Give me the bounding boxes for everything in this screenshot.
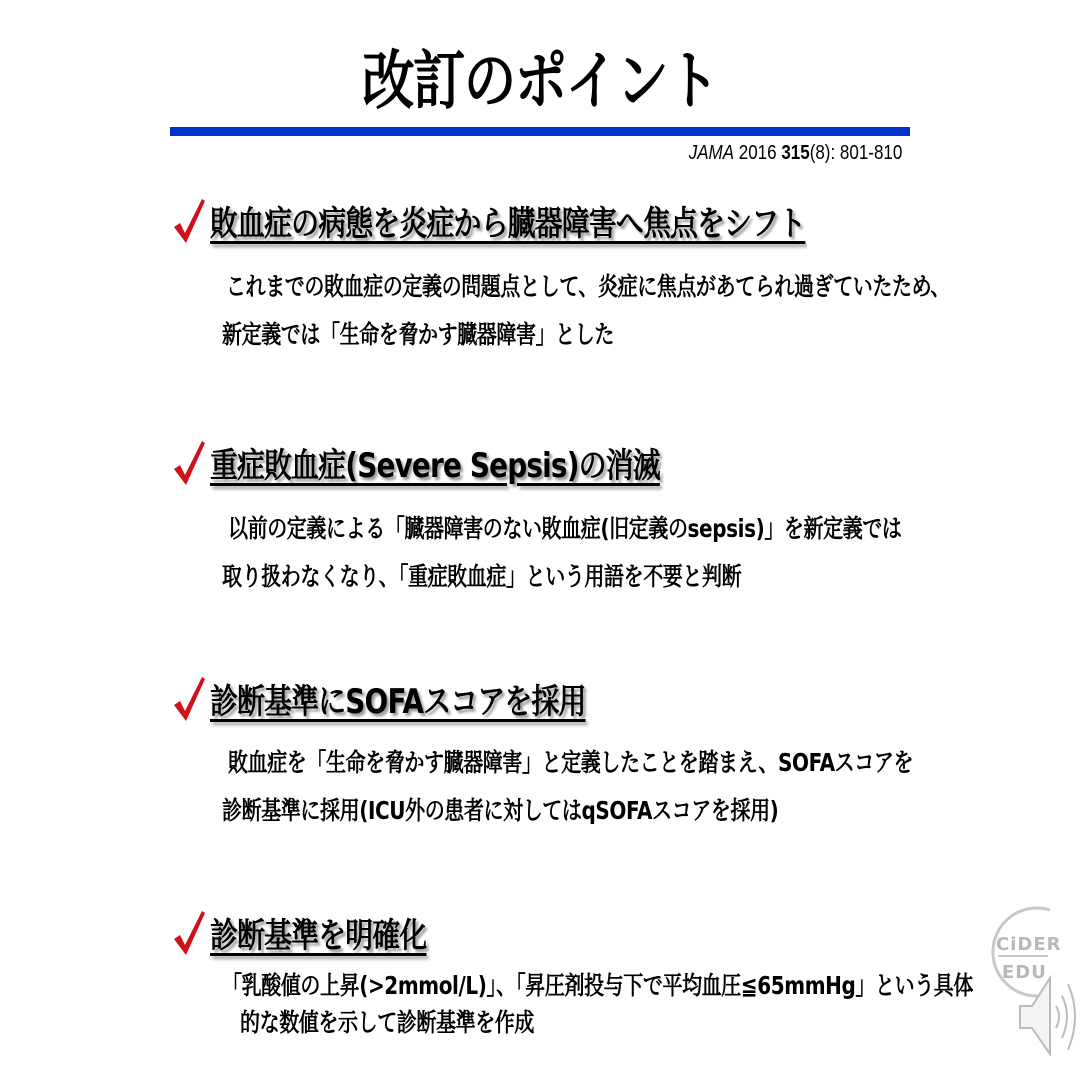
- section-body-line: 敗血症を「生命を脅かす臓器障害」と定義したことを踏まえ、SOFAスコアを: [228, 748, 914, 777]
- slide-title: 改訂のポイント: [362, 45, 718, 119]
- check-mark-icon: [172, 675, 206, 723]
- title-divider: [170, 127, 910, 136]
- section-body-line: 取り扱わなくなり、「重症敗血症」という用語を不要と判断: [222, 562, 742, 591]
- section-body-line: 的な数値を示して診断基準を作成: [240, 1008, 535, 1037]
- section-heading: 診断基準にSOFAスコアを採用: [210, 682, 586, 722]
- section-body-line: 以前の定義による「臓器障害のない敗血症(旧定義のsepsis)」を新定義では: [228, 514, 902, 543]
- section-body-line: 新定義では「生命を脅かす臓器障害」とした: [222, 320, 615, 349]
- section-heading: 重症敗血症(Severe Sepsis)の消滅: [210, 446, 660, 486]
- speaker-icon[interactable]: [1010, 970, 1080, 1062]
- citation-year: 2016: [738, 142, 777, 164]
- section-criteria-clarified: [172, 908, 1080, 1041]
- section-body-line: これまでの敗血症の定義の問題点として、炎症に焦点があてられ過ぎていたため、: [226, 272, 951, 301]
- section-body-line: 診断基準に採用(ICU外の患者に対してはqSOFAスコアを採用): [222, 796, 779, 825]
- citation-issue: (8): [809, 142, 831, 164]
- citation-volume: 315: [781, 142, 810, 164]
- section-heading: 診断基準を明確化: [210, 916, 427, 956]
- citation-pages: : 801-810: [830, 142, 902, 164]
- section-body-line: 「乳酸値の上昇(>2mmol/L)」、「昇圧剤投与下で平均血圧≦65mmHg」という具体: [222, 971, 974, 1000]
- cider-edu-logo: [990, 898, 1080, 1068]
- section-sofa-adopted: [172, 674, 1080, 835]
- check-mark-icon: [172, 197, 206, 245]
- section-severe-sepsis-removed: [172, 438, 1070, 601]
- citation: [688, 142, 902, 165]
- check-mark-icon: [172, 909, 206, 957]
- section-organ-dysfunction-focus: [172, 196, 1080, 359]
- logo-text-bottom: EDU: [1002, 962, 1047, 983]
- citation-journal: JAMA: [688, 142, 734, 164]
- check-mark-icon: [172, 439, 206, 487]
- logo-text-top: CiDER: [996, 934, 1062, 955]
- section-heading: 敗血症の病態を炎症から臓器障害へ焦点をシフト: [210, 204, 806, 244]
